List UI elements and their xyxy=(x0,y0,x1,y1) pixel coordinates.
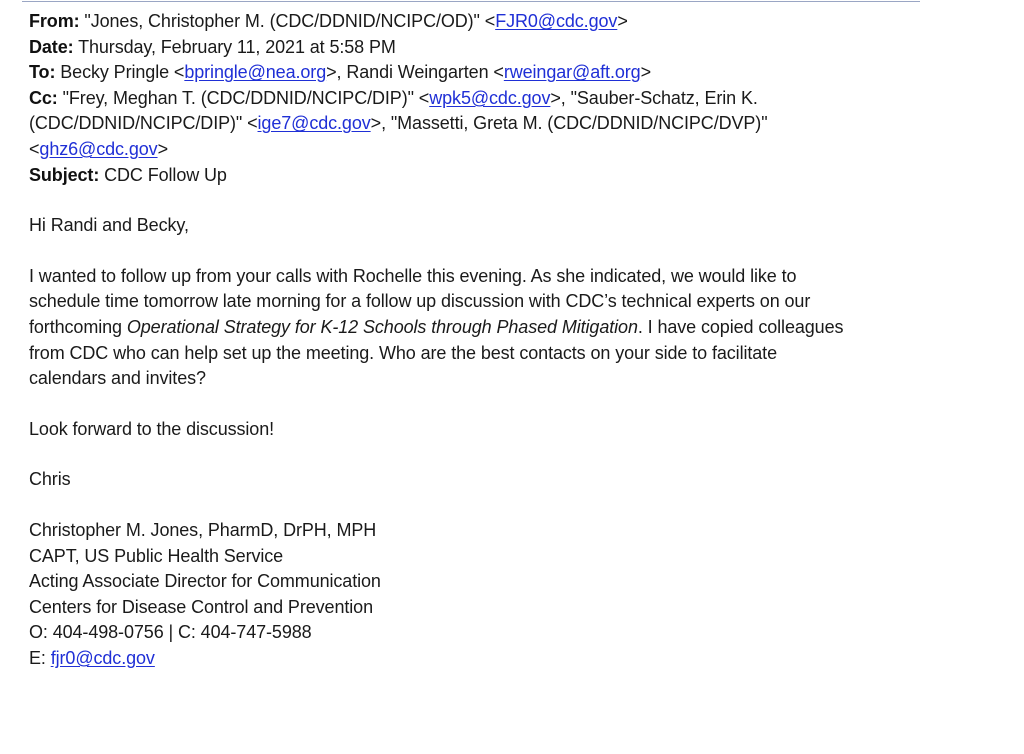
to-recipient-name: Randi Weingarten xyxy=(346,62,489,83)
cc-line-continued: <ghz6@cdc.gov> xyxy=(29,138,168,159)
cc-recipient-email-link[interactable]: ige7@cdc.gov xyxy=(257,113,371,134)
body-line: forthcoming Operational Strategy for K-12 Schools through Phased Mitigation. I have copied colleagues xyxy=(29,316,844,337)
date-label: Date: xyxy=(29,36,74,57)
signature-organization: Centers for Disease Control and Prevention xyxy=(29,596,373,617)
signature-email-link[interactable]: fjr0@cdc.gov xyxy=(50,647,155,668)
from-name: "Jones, Christopher M. (CDC/DDNID/NCIPC/OD)" xyxy=(84,11,480,31)
cc-label: Cc: xyxy=(29,87,58,108)
to-recipient-email-link[interactable]: bpringle@nea.org xyxy=(184,62,327,83)
subject-label: Subject: xyxy=(29,164,100,185)
from-line: From: "Jones, Christopher M. (CDC/DDNID/NCIPC/OD)" <FJR0@cdc.gov> xyxy=(29,11,628,31)
greeting: Hi Randi and Becky, xyxy=(29,215,189,236)
signature-name: Christopher M. Jones, PharmD, DrPH, MPH xyxy=(29,519,377,540)
date-line xyxy=(29,35,989,61)
body-line: from CDC who can help set up the meeting. Who are the best contacts on your side to facilitate xyxy=(29,342,777,363)
signature-email-label: E: xyxy=(29,647,51,668)
email-message xyxy=(29,9,989,671)
to-label: To: xyxy=(29,62,56,83)
to-line: To: Becky Pringle <bpringle@nea.org>, Randi Weingarten <rweingar@aft.org> xyxy=(29,62,651,83)
cc-recipient-name: "Sauber-Schatz, Erin K. xyxy=(570,87,758,108)
signature-rank: CAPT, US Public Health Service xyxy=(29,545,284,566)
signature-phones: O: 404-498-0756 | C: 404-747-5988 xyxy=(29,622,312,643)
body-line: calendars and invites? xyxy=(29,368,206,389)
cc-line: Cc: "Frey, Meghan T. (CDC/DDNID/NCIPC/DIP)" <wpk5@cdc.gov>, "Sauber-Schatz, Erin K. xyxy=(29,87,758,108)
body-line: schedule time tomorrow late morning for a follow up discussion with CDC’s technical experts on our xyxy=(29,291,811,312)
to-recipient-email-link[interactable]: rweingar@aft.org xyxy=(503,62,641,83)
body-paragraph xyxy=(29,264,989,392)
cc-line-continued: (CDC/DDNID/NCIPC/DIP)" <ige7@cdc.gov>, "Massetti, Greta M. (CDC/DDNID/NCIPC/DVP)" xyxy=(29,113,768,134)
signature-title: Acting Associate Director for Communication xyxy=(29,571,381,592)
to-recipient-name: Becky Pringle xyxy=(60,62,170,83)
from-label: From: xyxy=(29,11,80,31)
subject-value: CDC Follow Up xyxy=(104,164,227,185)
subject-line xyxy=(29,163,989,189)
date-value: Thursday, February 11, 2021 at 5:58 PM xyxy=(78,36,396,57)
top-divider xyxy=(22,1,920,2)
document-title-italic: Operational Strategy for K-12 Schools through Phased Mitigation xyxy=(126,316,638,337)
signoff: Chris xyxy=(29,469,71,490)
cc-recipient-email-link[interactable]: wpk5@cdc.gov xyxy=(429,87,551,108)
closing-sentence: Look forward to the discussion! xyxy=(29,418,275,439)
cc-recipient-name: "Frey, Meghan T. (CDC/DDNID/NCIPC/DIP)" xyxy=(62,87,414,108)
cc-recipient-name: (CDC/DDNID/NCIPC/DIP)" xyxy=(29,113,243,134)
cc-recipient-email-link[interactable]: ghz6@cdc.gov xyxy=(39,138,158,159)
from-email-link[interactable]: FJR0@cdc.gov xyxy=(495,11,618,31)
signature-block xyxy=(29,518,989,672)
cc-recipient-name: "Massetti, Greta M. (CDC/DDNID/NCIPC/DVP)" xyxy=(390,113,768,134)
body-line: I wanted to follow up from your calls with Rochelle this evening. As she indicated, we would like to xyxy=(29,265,797,286)
signature-email-line xyxy=(29,646,989,672)
